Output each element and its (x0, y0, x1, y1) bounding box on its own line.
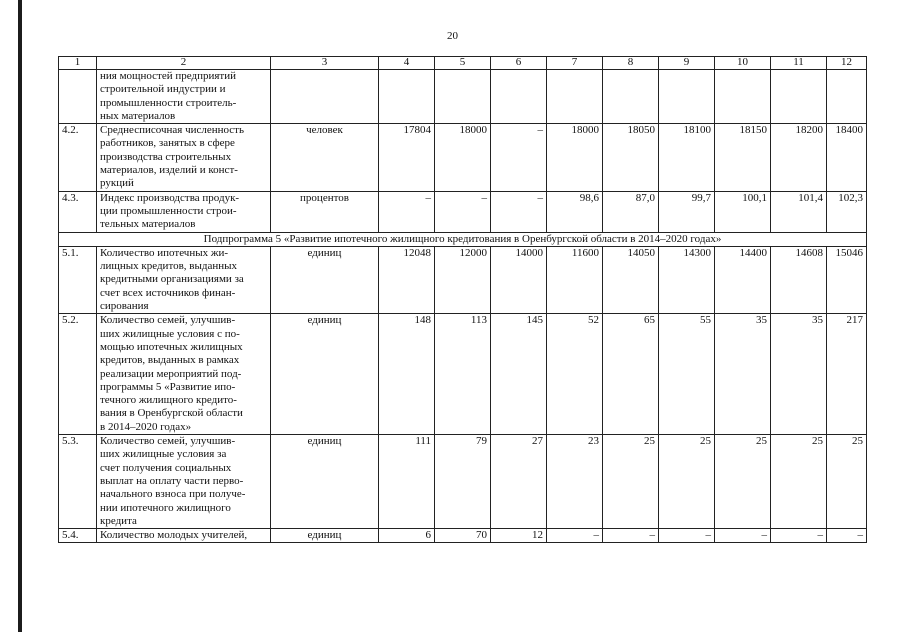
column-number-cell: 11 (771, 57, 827, 70)
value-cell: 52 (547, 314, 603, 435)
indicator-name-line: Количество ипотечных жи- (100, 246, 229, 259)
row-number: 5.2. (59, 314, 97, 435)
value-cell: – (379, 191, 435, 232)
row-number: 5.3. (59, 435, 97, 529)
indicator-name-line: кредита (100, 514, 137, 527)
value-cell: 6 (379, 529, 435, 543)
indicator-name-line: кредитными организациями за (100, 273, 244, 286)
indicator-name (97, 70, 271, 124)
value-cell: 65 (603, 314, 659, 435)
value-cell: 14300 (659, 246, 715, 313)
value-cell: 12 (491, 529, 547, 543)
row-number (59, 70, 97, 124)
unit-cell: единиц (271, 246, 379, 313)
indicator-name-line: Индекс производства продук- (100, 191, 240, 204)
indicator-name-line: в 2014–2020 годах» (100, 420, 192, 433)
value-cell: 18000 (435, 124, 491, 191)
unit-cell (271, 70, 379, 124)
value-cell: 11600 (547, 246, 603, 313)
value-cell (435, 70, 491, 124)
value-cell: 70 (435, 529, 491, 543)
value-cell: – (827, 529, 867, 543)
value-cell: 25 (715, 435, 771, 529)
value-cell: 25 (659, 435, 715, 529)
indicator-name-line: вания в Оренбургской области (100, 407, 243, 420)
value-cell: 25 (603, 435, 659, 529)
value-cell: 217 (827, 314, 867, 435)
column-number-cell: 12 (827, 57, 867, 70)
indicator-name-line: ших жилищные условия за (100, 448, 227, 461)
value-cell (379, 70, 435, 124)
table-row (59, 435, 867, 529)
unit-cell: процентов (271, 191, 379, 232)
value-cell: – (771, 529, 827, 543)
column-number-cell: 5 (435, 57, 491, 70)
unit-cell: единиц (271, 529, 379, 543)
indicator-name-line: производства строительных (100, 150, 232, 163)
section-heading: Подпрограмма 5 «Развитие ипотечного жилищного кредитования в Оренбургской области в 2014–2020 годах» (59, 232, 867, 246)
indicator-name (97, 246, 271, 313)
value-cell: 25 (827, 435, 867, 529)
value-cell: 101,4 (771, 191, 827, 232)
indicator-name-line: лищных кредитов, выданных (100, 260, 238, 273)
column-number-cell: 3 (271, 57, 379, 70)
indicator-name-line: ния мощностей предприятий (100, 70, 237, 82)
indicator-name-line: программы 5 «Развитие ипо- (100, 380, 236, 393)
row-number: 4.3. (59, 191, 97, 232)
indicator-name-line: нии ипотечного жилищного (100, 501, 231, 514)
value-cell: – (547, 529, 603, 543)
value-cell (603, 70, 659, 124)
indicator-name-line: Количество семей, улучшив- (100, 314, 236, 327)
value-cell: 18000 (547, 124, 603, 191)
indicator-name-line: кредитов, выданных в рамках (100, 354, 240, 367)
value-cell (491, 70, 547, 124)
indicators-table (58, 56, 867, 543)
indicator-name-line: счет получения социальных (100, 461, 232, 474)
indicator-name-line: Количество семей, улучшив- (100, 435, 236, 448)
row-number: 5.4. (59, 529, 97, 543)
value-cell: 18150 (715, 124, 771, 191)
table-row (59, 314, 867, 435)
unit-cell: человек (271, 124, 379, 191)
value-cell: – (715, 529, 771, 543)
value-cell: 111 (379, 435, 435, 529)
value-cell: 15046 (827, 246, 867, 313)
value-cell: 55 (659, 314, 715, 435)
value-cell (547, 70, 603, 124)
unit-cell: единиц (271, 435, 379, 529)
value-cell: 98,6 (547, 191, 603, 232)
value-cell: – (435, 191, 491, 232)
table-row (59, 124, 867, 191)
value-cell (659, 70, 715, 124)
indicator-name-line: строительной индустрии и (100, 83, 226, 96)
column-number-cell: 2 (97, 57, 271, 70)
indicator-name-line: течного жилищного кредито- (100, 394, 237, 407)
table-row (59, 246, 867, 313)
value-cell: 17804 (379, 124, 435, 191)
value-cell (715, 70, 771, 124)
value-cell: – (491, 124, 547, 191)
indicator-name-line: рукций (100, 177, 134, 190)
indicator-name-line: Среднесписочная численность (100, 124, 245, 137)
value-cell: 113 (435, 314, 491, 435)
value-cell: 102,3 (827, 191, 867, 232)
value-cell: 99,7 (659, 191, 715, 232)
value-cell: 12000 (435, 246, 491, 313)
indicator-name-line: Количество молодых учителей, (100, 529, 248, 542)
indicator-name (97, 529, 271, 543)
page-number: 20 (447, 30, 458, 42)
value-cell: 18200 (771, 124, 827, 191)
value-cell: 23 (547, 435, 603, 529)
value-cell: 148 (379, 314, 435, 435)
indicator-name-line: реализации мероприятий под- (100, 367, 242, 380)
value-cell: 14000 (491, 246, 547, 313)
row-number: 4.2. (59, 124, 97, 191)
value-cell: 14608 (771, 246, 827, 313)
column-number-cell: 4 (379, 57, 435, 70)
indicator-name-line: ции промышленности строи- (100, 204, 237, 217)
section-heading-row (59, 232, 867, 246)
indicator-name-line: тельных материалов (100, 218, 196, 231)
value-cell (771, 70, 827, 124)
value-cell: 87,0 (603, 191, 659, 232)
indicator-name-line: выплат на оплату части перво- (100, 474, 244, 487)
indicator-name-line: мощью ипотечных жилищных (100, 340, 243, 353)
table-row (59, 191, 867, 232)
indicator-name-line: начального взноса при получе- (100, 488, 246, 501)
value-cell: – (659, 529, 715, 543)
row-number: 5.1. (59, 246, 97, 313)
column-number-cell: 9 (659, 57, 715, 70)
value-cell: 27 (491, 435, 547, 529)
indicator-name-line: работников, занятых в сфере (100, 137, 235, 150)
indicator-name-line: материалов, изделий и конст- (100, 164, 238, 177)
column-number-cell: 1 (59, 57, 97, 70)
indicator-name-line: ных материалов (100, 109, 176, 122)
value-cell: 18050 (603, 124, 659, 191)
indicator-name-line: сирования (100, 300, 149, 313)
value-cell: – (603, 529, 659, 543)
unit-cell: единиц (271, 314, 379, 435)
indicator-name-line: промышленности строитель- (100, 96, 237, 109)
value-cell: 14050 (603, 246, 659, 313)
indicator-name (97, 124, 271, 191)
value-cell: 79 (435, 435, 491, 529)
indicator-name (97, 435, 271, 529)
value-cell: 12048 (379, 246, 435, 313)
indicator-name-line: ших жилищные условия с по- (100, 327, 240, 340)
value-cell: 35 (715, 314, 771, 435)
indicator-name (97, 314, 271, 435)
value-cell: 18100 (659, 124, 715, 191)
indicator-name (97, 191, 271, 232)
value-cell: 35 (771, 314, 827, 435)
value-cell: 25 (771, 435, 827, 529)
indicator-name-line: счет всех источников финан- (100, 286, 236, 299)
value-cell (827, 70, 867, 124)
value-cell: 14400 (715, 246, 771, 313)
value-cell: 18400 (827, 124, 867, 191)
table-row (59, 529, 867, 543)
table-row (59, 70, 867, 124)
value-cell: 145 (491, 314, 547, 435)
value-cell: 100,1 (715, 191, 771, 232)
column-number-cell: 10 (715, 57, 771, 70)
column-number-cell: 7 (547, 57, 603, 70)
value-cell: – (491, 191, 547, 232)
column-number-cell: 6 (491, 57, 547, 70)
column-number-cell: 8 (603, 57, 659, 70)
scan-edge-bar (18, 0, 22, 632)
column-number-row (59, 57, 867, 70)
